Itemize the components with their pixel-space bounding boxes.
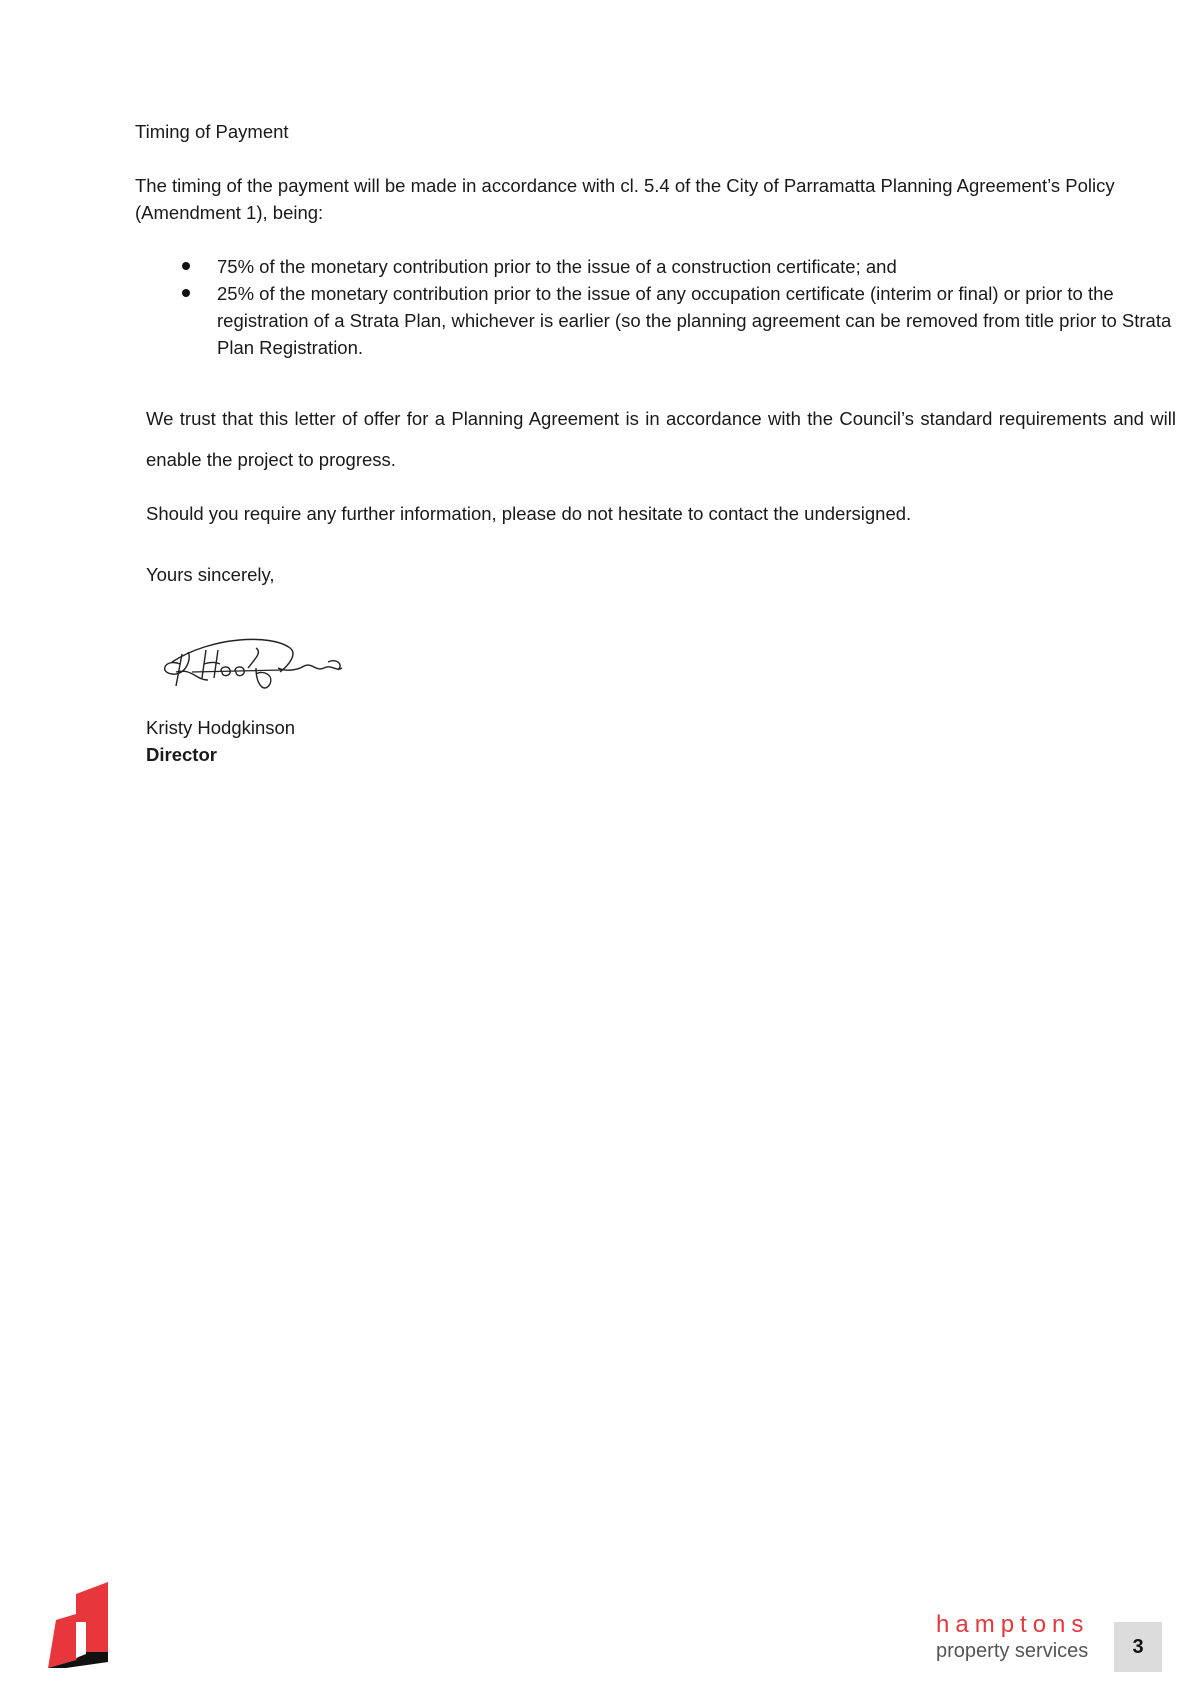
brand-block [936,1612,1096,1662]
list-item-text: 75% of the monetary contribution prior to the issue of a construction certificate; and [217,256,897,277]
list-item [135,253,1175,280]
trust-paragraph: We trust that this letter of offer for a Planning Agreement is in accordance with the Council’s standard requirements and will enable the project to progress. [146,408,1176,470]
list-item [135,280,1175,361]
closing-line: Yours sincerely, [146,564,275,585]
page-number: 3 [1114,1622,1162,1672]
bullet-icon [182,289,190,297]
signatory-name: Kristy Hodgkinson [146,717,296,738]
bullet-icon [182,262,190,270]
signatory-title: Director [146,744,217,765]
brand-name: hamptons [936,1611,1090,1638]
signature-image [152,628,352,698]
brand-tagline: property services [936,1640,1089,1662]
company-logo-icon [46,1582,118,1668]
section-heading: Timing of Payment [135,121,289,142]
contact-paragraph: Should you require any further information, please do not hesitate to contact the undersigned. [146,503,912,524]
intro-paragraph: The timing of the payment will be made in accordance with cl. 5.4 of the City of Parramatta Planning Agreement’s Policy (Amendment 1), being: [135,175,1115,223]
list-item-text: 25% of the monetary contribution prior to the issue of any occupation certificate (interim or final) or prior to the registration of a Strata Plan, whichever is earlier (so the planning agreement can be removed from title prior to Strata Plan Registration. [217,283,1172,358]
payment-list [135,253,1175,361]
